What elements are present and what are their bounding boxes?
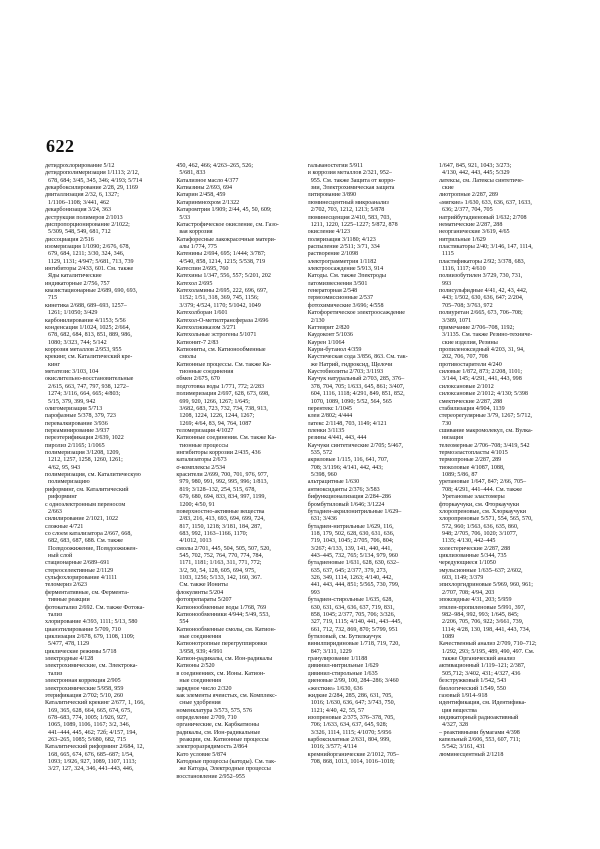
- index-column-1: детидрохлорирование 5/12 детидрополимеризация 1/1113; 2/12, 678, 684; 3/45, 345, 346; 4/193; 5/714 декарбоксилирование 2/28, 29, 1169 двиталлизация 2/32, 6, 1327; 1/1106–1108; 3/441, 462 декарбонизация 3/24, 363 деструкция полимеров 2/1013 диспропорционирование 2/1022; 5/309, 548, 549, 681, 712 диссоциация 2/516 изомеризация 1/1090; 2/676, 678, 679, 684, 1211; 3/30, 324, 346, 1129, 1131; 4/947; 5/681, 713, 739 ингибиторы 2/433, 601. См. также Яды каталитические индикаторные 2/756, 757 квазистационарные 2/689, 690, 693, 715 кинетика 2/688, 689–693, 1257– 1261; 1/1050; 3/429 карбонилирование 4/1153; 5/56 конденсация 1/1024, 1025; 2/664, 678, 682, 684, 813, 851, 889, 986, 1080; 3/323, 744; 5/142 коррозия металлов 2/953, 955 крекинг, см. Каталитический кре- кинг метатезис 3/103, 104 окислительно-восстановительные 2/615, 663, 747, 797, 938, 1272– 1274; 3/116, 664, 665; 4/803; 5/15, 379, 399, 942 олигомеризация 5/713 парофазные 5/378, 379, 723 перевалкирование 3/936 переаминирование 3/937 переэтерификация 2/639, 1022 пиролиз 2/1165; 1/1065 полимеризация 3/1208, 1209, 1212, 1257, 1258, 1260, 1261; 4/62, 95, 943 полимеризация, см. Каталитическую полимеризацию риформинг, см. Каталитический риформинг с одноэлектронным переносом 2/663 силилирование 2/1021, 1022 сложные 4/721 со слоем катализатора 2/667, 668, 682, 683, 687, 688. См. также Псевдоожижение, Псевдоожижен- ный слой стационарные 2/689–691 стереоселективные 2/1129 сульфохлорирование 4/1111 теломериз 2/623 ферментативные, см. Фермента- тивные реакции фотокатализ 2/692. См. также Фотока- тализ хлорирование 4/393, 1111; 5/13, 580 цианэтилирование 5/709, 710 циклизация 2/678, 679, 1108, 1109; 5/477, 478, 1129 циклические режимы 5/718 электродные 4/128 электрохимические, см. Электрока- тализ электронная коррекция 2/905 электрохимические 5/958, 959 этерификация 2/702; 5/10, 260 Каталитический крекинг 2/677, 1, 166, 169, 365, 628, 664, 665, 674, 675, 678–683, 774, 1005; 1/926, 927, 1065, 1089, 1106, 1167; 3/2, 346, 441–444, 445, 462; 72б; 4/157, 194, 263–265, 1085; 5/680, 682, 715 Каталитический риформинг 2/684, 12, 168, 665, 674, 676, 685–687; 1/54, 1093; 1/926, 927, 1089, 1107, 1113; 3/27, 127, 324, 346, 441–443, 446,: [45, 163, 145, 773]
- page-number: 622: [46, 136, 75, 156]
- index-column-4: 1/647, 845, 921, 1043; 3/273; 4/130, 442, 443, 445; 5/329 латексы, см. Латексы синтетиче- ские лиотропные 2/287, 289 «мягкие» 1/630, 633, 636, 637, 1633, 636; 2/377, 704, 705 натрийбутадиеновый 1/632; 2/708 нематические 2/287, 288 неорганические 3/619, 4/65 нитрильные 1/629 пластикаторы 2/40; 3/146, 147, 1114, 1115 пластификаторы 2/92; 3/378, 683, 1116, 1117; 4/610 полиизобутилен 3/729, 730, 731, 993 полисульфидные 4/41, 42, 43, 442, 443; 1/502, 630, 636, 647; 2/204, 705–708; 3/763, 972 полиуретан 2/665, 673, 706–708; 3/389, 1071 примечание 2/706–708, 1192; 3/1135. См. также Резино-техниче- ские изделия, Резины пропиленоксидный 4/203, 31, 94, 202, 706, 707, 708 противостарители 4/240 силовые 1/872, 873; 2/208, 1101; 3/144, 145; 4/291, 441, 443, 998 силоксановые 2/1012 силоксановые 2/1012; 4/130; 5/398 смектические 2/287, 288 стабилизация 4/904, 1139 стереорегулярные 3/79, 1267; 5/712, 730 сшивание макромолекул, см. Вулка- низация телеомерные 2/706–708; 3/419, 542 термоэластопласты 4/1015 термопроные 2/287, 289 тиоколовые 4/1087, 1088, 1089; 5/86, 87 уретановые 1/647, 847; 2/66, 705– 708; 4/291, 441–444. См. также Уретановые эластомеры фторкаучуки, см. Фторкаучуки хлоропреновые, см. Хлоркаучуки хлоропреновые 5/571, 554, 565, 570, 572, 960; 1/563, 636, 635, 860, 948; 2/705, 706, 1020; 3/1077, 1135; 4/130, 442–445 холестерические 2/287, 288 циклизованные 5/344, 735 чередующиеся 1/1050 эмульсионные 1/635–637; 2/602, 603, 1149; 3/379 эпихлоргидриновые 5/969, 960, 961; 2/707, 708; 4/94, 203 эпоксидные 4/31, 203; 5/959 этилен-пропиленовые 5/991, 397, 982–984, 992, 993; 1/645, 845; 2/206, 705, 706, 922; 3/661, 739, 1114; 4/28, 130, 198, 441, 443, 734, 1089 Качественный анализ 2/709, 710–712; 1/292, 293; 5/195, 489, 490, 497. См. также Органический анализ активационный 1/119–121; 2/387, 505,712; 3/402, 431; 4/327, 436 безстружковый 1/542, 543 биологический 1/549, 550 газовый 1/914–918 идентификация, см. Идентифика- ция вещества индикаторный радиоактивный 4/327, 328 – реактивными бумагами 4/398 капельный 2/606, 553, 607, 711; 5/542; 3/161, 431 люминесцентный 2/1218: [438, 163, 537, 758]
- index-column-3: гальваностегии 5/911 и коррозия металлов 2/321, 952– 955. См. также Защита от корро- зии, Электрохимическая защита литирование 3/890 люминесцентный микроанализ 2/702, 703, 1212, 1213; 5/878 люминесценция 2/410, 583, 703, 1211, 1220, 1225–1227; 5/872, 878 окисление 4/123 поляризация 3/1180; 4/123 распыление 2/511; 3/71, 334 растворение 2/1098 электрограмметрия 1/1182 электроосаждение 5/913, 914 Катоды. См. также Электроды латомизвеснения 3/501 генераторная 2/548 термоэмиссионные 2/537 фотохимические 3/696; 4/558 Катофоретическое электроосаждение 2/130 Каттеврит 2/820 Каудоконт 5/1036 Каурен 1/1064 Каури-бутанол 4/359 Каустическая сода 3/856, 863. См. так- же Натрий, гидроксид, Щелочи Каустобиолиты 2/703; 3/1193 Каучук натуральный 2/703, 285, 376– 378, 704, 705; 1/633, 645, 861; 3/407, 604, 1116, 1118; 4/291, 849, 851, 852, 1070, 1089, 1090; 5/52, 564, 565 перентекс 1/1045 клеи 2/802; 4/444 латекс 2/1148, 703, 1149; 4/121 пленки 3/1135 резины 4/441, 443, 444 Каучуки синтетические 2/705; 5/467, 535, 572 акриловые 1/115, 116, 641, 707, 708; 3/1196; 4/141, 442, 443; 5/398, 960 альтрацитные 1/630 антиоксиданты 2/376; 3/583 бифункционализация 2/284–286 бромбутиловый 1/646; 3/1224 бутадиен-акрилонитрильные 1/629– 631; 3/436 бутадиен-нитрильные 1/629, 116, 118, 179, 502, 628, 630, 631, 636, 719, 1043, 1045; 2/705, 706, 804; 3/267; 4/133, 139, 141, 440, 441, 443–445, 732, 765; 5/134, 979, 960 бутадиеновые 1/631, 628, 630, 632– 635, 637, 645; 2/377, 379, 273, 326, 349, 1114, 1263; 4/140, 442, 441, 443, 444, 851; 5/565, 730, 799, 993 бутадиен-стирольные 1/635, 628, 630, 631, 634, 636, 637, 719, 831, 858, 1045; 2/377, 705, 706; 3/326, 327, 719, 1115; 4/140, 441, 443–445, 661, 712, 732, 869, 870; 5/799, 951 бутиловый, см. Бутилкаучук винилпиридиновые 1/718, 719, 720, 847; 3/111, 1229 гранулирование 1/1188 дивинил-нитрильные 1/629 дивинил-стирольные 1/635 диеновые 2/99, 100, 284–286; 3/460 «жесткие» 1/630, 636 жидкие 2/284, 285, 286, 631, 705, 1016; 1/630, 636, 647; 3/743, 750, 1121; 4/40, 42, 55, 57 изопреновые 2/375, 376–378, 705, 706; 1/633, 634, 637, 645, 928; 3/326, 1114, 1115; 4/1070; 5/956 карбоксилатные 2/631, 804, 999, 1016; 3/577; 4/114 кремнийорганические 2/1012, 705– 708, 868, 1013, 1014, 1016–1018;: [307, 163, 408, 766]
- index-column-2: 450, 462, 466; 4/263–265, 526; 5/681, 833 Катализное масло 4/377 Катиазины 2/693, 694 Катарин 2/458, 459 Катаринмнохром 2/1322 Катаромтрия 1/909; 2/44, 45, 50, 609; 5/33 Катастрофическое окисление, см. Газо- вая коррозия Катафоресные лакокрасочные матери- алы 1/774, 775 Катенины 2/694, 695; 1/444; 3/787; 4/540, 858, 1214, 1215; 5/538, 719 Катеспин 2/695, 760 Катехины 1/347, 556, 557; 5/201, 202 Катехол 2/695 Катехоламины 2/695, 222, 696, 697, 1152; 1/51, 318, 369, 745, 1156; 3/379; 4/524, 1170; 5/1042, 1049 Катехолборан 1/601 Катехол-O-метилтрансфераза 2/696 Катехолэкиказом 3/271 Катехольные эстрогены 5/1071 Катионит-7 2/83 Катиониты, см. Катионообменные смолы Катионные процессы. См. также Ка- тионные соединения обмен 2/675, 670 подготовка воды 1/771, 772; 2/283 полимеризация 2/697, 628, 673, 698, 699, 920, 1266, 1267; 1/645; 3/682, 683, 723, 732, 734, 738, 913, 1208, 1224, 1226, 1244, 1267; 1269; 4/64, 83, 94, 764, 1087 теломеризация 4/1027 Катионные соединения. См. также Ка- тионные процессы ингибиторы коррозии 2/435, 436 катализаторы 2/673 σ-комплексы 2/534 красители 2/699, 700, 701, 976, 977, 979, 980, 991, 992, 995, 996; 1/813, 819; 3/128–132, 254, 515, 678, 679, 680, 694, 833, 834, 997, 1199, 1200; 4/50, 91 поверхностно-активные вещества 2/83, 216, 413, 693, 694, 699, 724, 817, 1150, 1218; 3/181, 184, 287, 683, 992, 1163–1166, 1170; 4/1012, 1013 смолы 2/701, 445, 504, 505, 507, 520, 545, 702, 752, 764, 770, 774, 784, 1171, 1181; 1/163, 311, 771, 772; 3/2, 50, 54, 128, 605, 694, 975, 1103, 1256; 5/133, 142, 160, 367. См. также Иониты флокулянты 5/204 фотопрепараты 5/207 Катионообменные воды 1/768, 769 Катионообменники 4/944; 5/49, 553, 554 Катионообменные смолы, см. Катион- ные соединения Катионотропные перегруппировки 3/958, 939; 4/991 Катион-радикалы, см. Ион-радикалы Катионы 2/520 в соединениях, см. Ионы. Катион- ные соединения зарядное число 2/320 как элементы ячеистых, см. Комплекс- сные удобрения номенклатура 3/573, 575, 576 определение 2/709, 710 органические, см. Карбкатионы радикалы, см. Ион-радикальные реакции, см. Катионные процессы электроразрядимость 2/864 Като условие 5/874 Катодные процессы (катоды). См. так- же Катоды, Электродные процессы восстановление 2/952–955: [176, 163, 279, 780]
- index-columns: [45, 163, 565, 835]
